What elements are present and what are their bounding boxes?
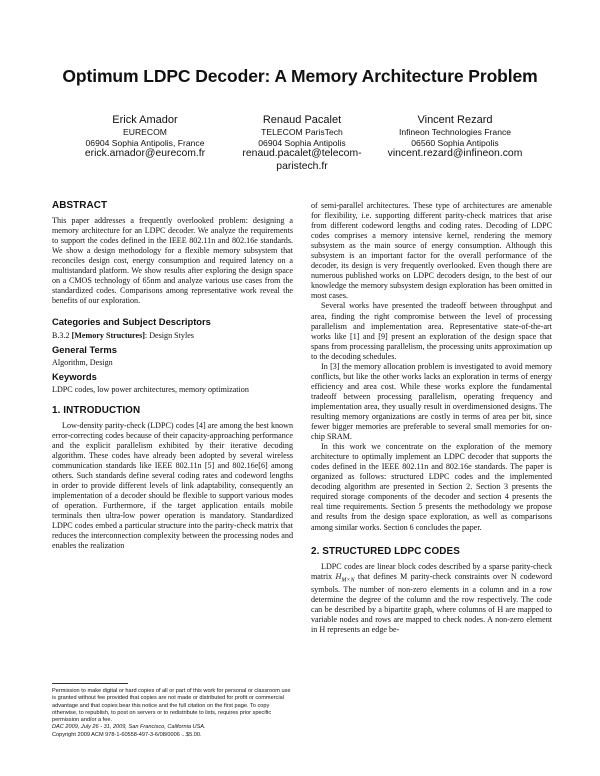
author-block-1 (70, 114, 220, 161)
left-column (52, 201, 293, 551)
category-code: B.3.2 (52, 330, 70, 340)
body-paragraph: of semi-parallel architectures. These type of architectures are amenable for flexibility, i.e. supporting different parity-check matrices that arise from different codeword lengths and coding rates. Decoding of LDPC codes comprises a memory intensive kernel, rendering the memory subsystem as the main source of energy consumption. Although this subsystem is an important factor for the overall performance of the decoder, its design is very frequently overlooked. Even though there are numerous published works on LDPC decoders design, to the best of our knowledge the memory subsystem design exploration has been omitted in most cases. (311, 201, 552, 301)
body-paragraph: In this work we concentrate on the exploration of the memory architecture to optimally implement an LDPC decoder that supports the codes defined in the IEEE 802.11n and 802.16e standards. The paper is organized as follows: structured LDPC codes and the implemented decoding algorithm are presented in Section 2. Section 3 presents the required storage components of the decoder and section 4 presents the real time requirements. Section 5 presents the methodology we propose and results from the design space exploration, as well as comparisons among similar works. Section 6 concludes the paper. (311, 442, 552, 532)
abstract-heading: ABSTRACT (52, 200, 108, 211)
intro-heading: 1. INTRODUCTION (52, 404, 141, 416)
footnote-rule (52, 683, 128, 684)
author-block-2 (232, 114, 372, 173)
keywords-heading: Keywords (52, 370, 97, 382)
categories-text (52, 331, 293, 341)
general-terms-heading: General Terms (52, 343, 117, 355)
body-paragraph: Several works have presented the tradeoff between throughput and area, finding the right compromise between the level of processing parallelism and implementation area. Representative state-of-the-art works like [1] and [9] present an exploration of the design space that spans from processing parallelism, the processing units approximation up to the decoding schedules. (311, 301, 552, 361)
matrix-subscript: M×N (341, 577, 355, 584)
general-terms-text: Algorithm, Design (52, 357, 113, 367)
permission-text: Permission to make digital or hard copies of all or part of this work for personal or classroom use is granted without fee provided that copies are not made or distributed for profit or commercial advantage and that copies bear this notice and the full citation on the first page. To copy otherwise, to republish, to post on servers or to redistribute to lists, requires prior specific permission and/or a fee. (52, 688, 291, 724)
author-affiliation: EURECOM (123, 127, 167, 137)
author-block-3 (372, 114, 538, 161)
copyright-line: Copyright 2009 ACM 978-1-60558-497-3-6/08/0006 ...$5.00. (52, 731, 202, 738)
category-bracket: [Memory Structures] (71, 330, 145, 340)
section2-text-a: LDPC codes are linear block codes described by a sparse parity-check matrix (311, 561, 552, 581)
categories-heading: Categories and Subject Descriptors (52, 316, 211, 328)
abstract-text: This paper addresses a frequently overlooked problem: designing a memory architecture for an LDPC decoder. We analyze the requirements to support the codes defined in the IEEE 802.11n and 802.16e standards. We show a design methodology for a flexible memory subsystem that reconciles design cost, energy consumption and required latency on a multistandard platform. We show results after exploring the design space on a CMOS technology of 65nm and analyze various use cases from the standardized codes. Comparisons among representative work reveal the benefits of our exploration. (52, 216, 293, 306)
category-rest: : Design Styles (144, 330, 194, 340)
author-affiliation: Infineon Technologies France (398, 127, 512, 137)
author-address: 06560 Sophia Antipolis (411, 137, 499, 148)
author-address: 06904 Sophia Antipolis (258, 137, 346, 148)
conference-line: DAC 2009, July 26 - 31, 2009, San Francisco, California USA. (52, 724, 206, 731)
intro-paragraph: Low-density parity-check (LDPC) codes [4] are among the best known error-correcting codes because of their capacity-approaching performance and the explicit parallelism exhibited by their iterative decoding algorithm. These codes have already been adopted by several wireless communication standards like IEEE 802.11n [5] and 802.16e[6] among others. Such standards define several coding rates and codeword lengths in order to provide different levels of link adaptability, consequently an implementation of a decoder should be flexible to support various modes of operation. Furthermore, if the target application entails mobile terminals then ultra-low power operation is mandatory. Standardized LDPC codes embed a particular structure into the parity-check matrix that reduces the interconnection complexity between the processing nodes and enables the realization (52, 420, 293, 551)
author-affiliation: TELECOM ParisTech (261, 127, 343, 137)
section2-text-b: that defines M parity-check constraints over N codeword symbols. The number of non-zero elements in a column and in a row determine the degree of the column and the row respectively. The code can be described by a bipartite graph, where columns of H are mapped to variable nodes and rows are mapped to check nodes. A non-zero element in H represents an edge be- (311, 571, 552, 635)
section2-heading: 2. STRUCTURED LDPC CODES (311, 545, 460, 557)
section2-paragraph (311, 562, 552, 636)
author-email[interactable]: erick.amador@eurecom.fr (84, 148, 206, 159)
author-name: Renaud Pacalet (262, 114, 342, 126)
paper-title: Optimum LDPC Decoder: A Memory Architecture Problem (62, 66, 538, 86)
author-email[interactable]: vincent.rezard@infineon.com (387, 148, 523, 159)
right-column (311, 201, 552, 636)
author-name: Erick Amador (112, 114, 178, 126)
keywords-text: LDPC codes, low power architectures, memory optimization (52, 384, 249, 394)
author-name: Vincent Rezard (417, 114, 493, 126)
author-email[interactable]: renaud.pacalet@telecom-paristech.fr (242, 148, 362, 172)
copyright-notice (52, 688, 292, 739)
author-address: 06904 Sophia Antipolis, France (85, 137, 205, 148)
body-paragraph: In [3] the memory allocation problem is investigated to avoid memory conflicts, but like the other works lacks an exploration in terms of energy efficiency and area cost. While these works explore the fundamental tradeoff between processing parallelism, operating frequency and implementation area, they usually result in overdimensioned designs. The resulting memory organizations are costly in terms of area per bit, since fewer bigger memories are preferable to several small memories for on-chip SRAM. (311, 361, 552, 442)
matrix-symbol: H (335, 571, 342, 581)
